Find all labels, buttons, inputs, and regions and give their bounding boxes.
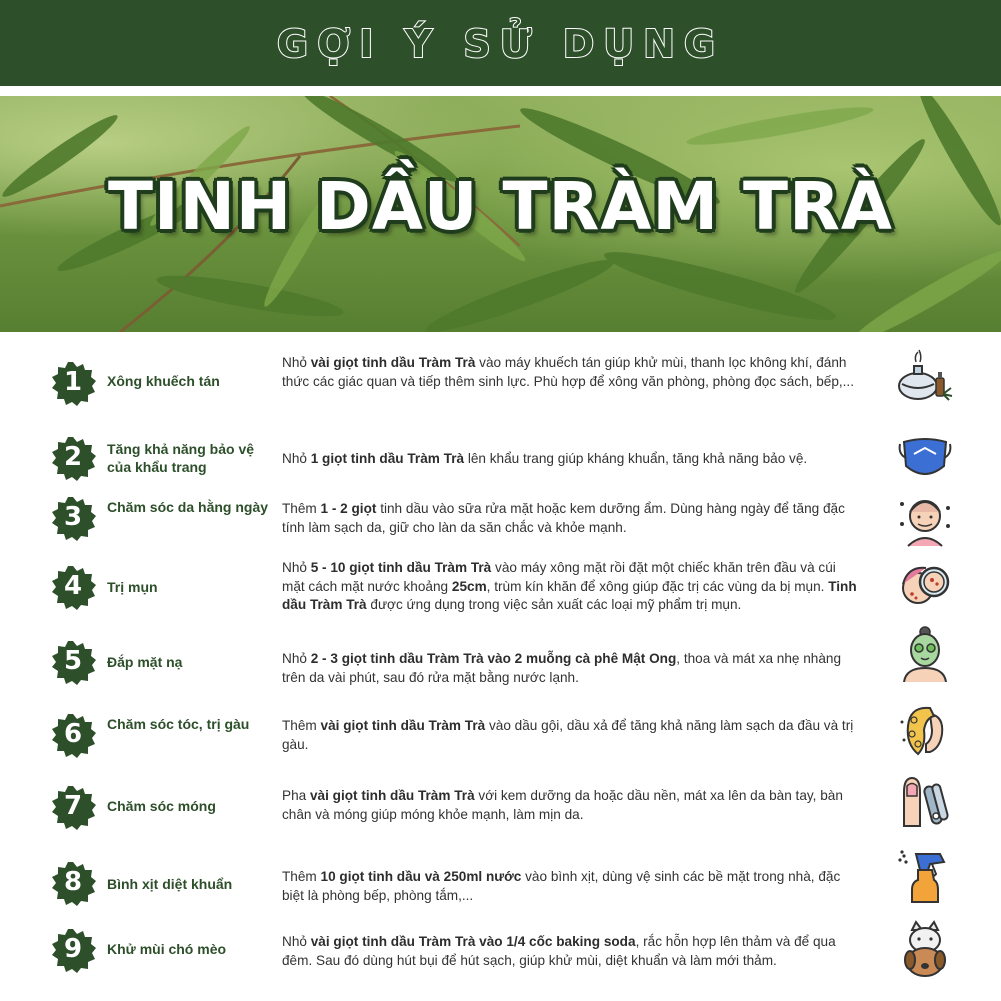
step-number-badge bbox=[50, 712, 96, 758]
description-segment: Thêm bbox=[282, 718, 321, 733]
step-number: 2 bbox=[63, 442, 83, 472]
description-segment: lên khẩu trang giúp kháng khuẩn, tăng khả năng bảo vệ. bbox=[464, 451, 808, 466]
description-segment: , trùm kín khăn để xông giúp đặc trị các vùng da bị mụn. bbox=[486, 578, 829, 594]
description-segment: Nhỏ bbox=[282, 355, 311, 370]
usage-title: Trị mụn bbox=[107, 579, 158, 595]
spray-bottle-icon bbox=[896, 846, 954, 904]
step-number: 5 bbox=[63, 646, 83, 676]
step-number-badge bbox=[50, 495, 96, 541]
step-number: 7 bbox=[63, 791, 83, 821]
usage-title: Xông khuếch tán bbox=[107, 373, 220, 389]
description-segment: vào máy xông mặt rồi đặt một chiếc khăn trên đầu và cúi mặt cách mặt nước khoảng bbox=[282, 560, 836, 594]
description-segment: Pha bbox=[282, 788, 310, 803]
usage-list bbox=[0, 340, 1001, 1000]
description-segment: , rắc hỗn hợp lên thảm và để qua đêm. Sau đó dùng hút bụi để hút sạch, giúp khử mùi, diệt khuẩn và làm mới thảm. bbox=[282, 934, 836, 968]
step-number: 1 bbox=[63, 367, 83, 397]
step-number: 9 bbox=[63, 934, 83, 964]
step-number-badge bbox=[50, 435, 96, 481]
usage-title: Tăng khả năng bảo vệ của khẩu trang bbox=[107, 441, 255, 475]
acne-magnifier-icon bbox=[896, 558, 954, 616]
description-bold-segment: Tinh dầu Tràm Trà bbox=[282, 578, 857, 612]
description-segment: Thêm bbox=[282, 501, 321, 516]
nail-clipper-icon bbox=[896, 772, 954, 830]
usage-description bbox=[282, 500, 860, 537]
description-segment: được ứng dụng trong việc sản xuất các loại mỹ phẩm trị mụn. bbox=[366, 597, 742, 612]
usage-description bbox=[282, 933, 860, 970]
usage-title: Chăm sóc da hằng ngày bbox=[107, 499, 269, 515]
header-bar bbox=[0, 0, 1001, 86]
usage-title: Chăm sóc móng bbox=[107, 798, 216, 814]
step-number-badge bbox=[50, 360, 96, 406]
step-number: 8 bbox=[63, 867, 83, 897]
description-segment: Nhỏ bbox=[282, 560, 311, 575]
description-bold-segment: 1 giọt tinh dầu Tràm Trà bbox=[310, 451, 465, 466]
description-segment: Thêm bbox=[282, 869, 321, 884]
step-number: 3 bbox=[63, 502, 83, 532]
description-segment: vào máy khuếch tán giúp khử mùi, thanh lọc không khí, đánh thức các giác quan và tiếp thêm sinh lực. Phù hợp để xông văn phòng, phòng đọc sách, bếp,... bbox=[282, 355, 854, 389]
usage-description bbox=[282, 354, 860, 391]
usage-description bbox=[282, 650, 860, 687]
usage-description bbox=[282, 717, 860, 754]
description-segment: vào bình xịt, dùng vệ sinh các bề mặt trong nhà, đặc biệt là phòng bếp, phòng tắm,... bbox=[282, 869, 841, 903]
step-number: 4 bbox=[63, 571, 83, 601]
usage-description bbox=[282, 559, 860, 615]
step-number-badge bbox=[50, 927, 96, 973]
description-bold-segment: vài giọt tinh dầu Tràm Trà bbox=[320, 718, 486, 733]
step-number-badge bbox=[50, 564, 96, 610]
step-number-badge bbox=[50, 860, 96, 906]
usage-description bbox=[282, 787, 860, 824]
header-title: GỢI Ý SỬ DỤNG bbox=[276, 22, 725, 66]
face-mask-icon bbox=[896, 428, 954, 486]
step-number: 6 bbox=[63, 719, 83, 749]
banner-title: TINH DẦU TRÀM TRÀ bbox=[108, 168, 893, 245]
usage-title: Khử mùi chó mèo bbox=[107, 941, 227, 957]
usage-title: Chăm sóc tóc, trị gàu bbox=[107, 716, 250, 732]
usage-title: Đắp mặt nạ bbox=[107, 654, 183, 670]
step-number-badge bbox=[50, 784, 96, 830]
usage-description bbox=[282, 868, 860, 905]
curly-hair-icon bbox=[896, 700, 954, 758]
description-segment: vào dầu gội, dầu xả để tăng khả năng làm sạch da đầu và trị gàu. bbox=[282, 718, 854, 752]
description-bold-segment: 10 giọt tinh dầu và 250ml nước bbox=[320, 869, 522, 884]
description-segment: tinh dầu vào sữa rửa mặt hoặc kem dưỡng ẩm. Dùng hàng ngày để tăng đặc tính làm sạch da, giữ cho làn da săn chắc và khỏe mạnh. bbox=[282, 501, 845, 535]
description-bold-segment: vài giọt tinh dầu Tràm Trà bbox=[310, 355, 476, 370]
description-segment: Nhỏ bbox=[282, 934, 311, 949]
description-bold-segment: vài giọt tinh dầu Tràm Trà vào 1/4 cốc baking soda bbox=[310, 934, 636, 949]
usage-title: Bình xịt diệt khuẩn bbox=[107, 876, 233, 892]
cat-dog-icon bbox=[896, 920, 954, 978]
skincare-face-icon bbox=[896, 490, 954, 548]
description-segment: , thoa và mát xa nhẹ nhàng trên da vài phút, sau đó rửa mặt bằng nước lạnh. bbox=[282, 651, 842, 685]
description-bold-segment: 25cm bbox=[451, 578, 487, 594]
diffuser-icon bbox=[896, 348, 954, 406]
description-segment: Nhỏ bbox=[282, 651, 311, 666]
step-number-badge bbox=[50, 639, 96, 685]
description-bold-segment: vài giọt tinh dầu Tràm Trà bbox=[309, 788, 475, 803]
description-bold-segment: 2 - 3 giọt tinh dầu Tràm Trà vào 2 muỗng cà phê Mật Ong bbox=[310, 651, 677, 666]
description-bold-segment: 5 - 10 giọt tinh dầu Tràm Trà bbox=[310, 560, 492, 575]
usage-description bbox=[282, 450, 860, 469]
description-segment: với kem dưỡng da hoặc dầu nền, mát xa lên da bàn tay, bàn chân và móng giúp móng khỏe mạnh, làm mịn da. bbox=[282, 788, 843, 822]
banner bbox=[0, 96, 1001, 332]
description-segment: Nhỏ bbox=[282, 451, 311, 466]
description-bold-segment: 1 - 2 giọt bbox=[320, 501, 377, 516]
face-mask-cucumber-icon bbox=[896, 624, 954, 682]
